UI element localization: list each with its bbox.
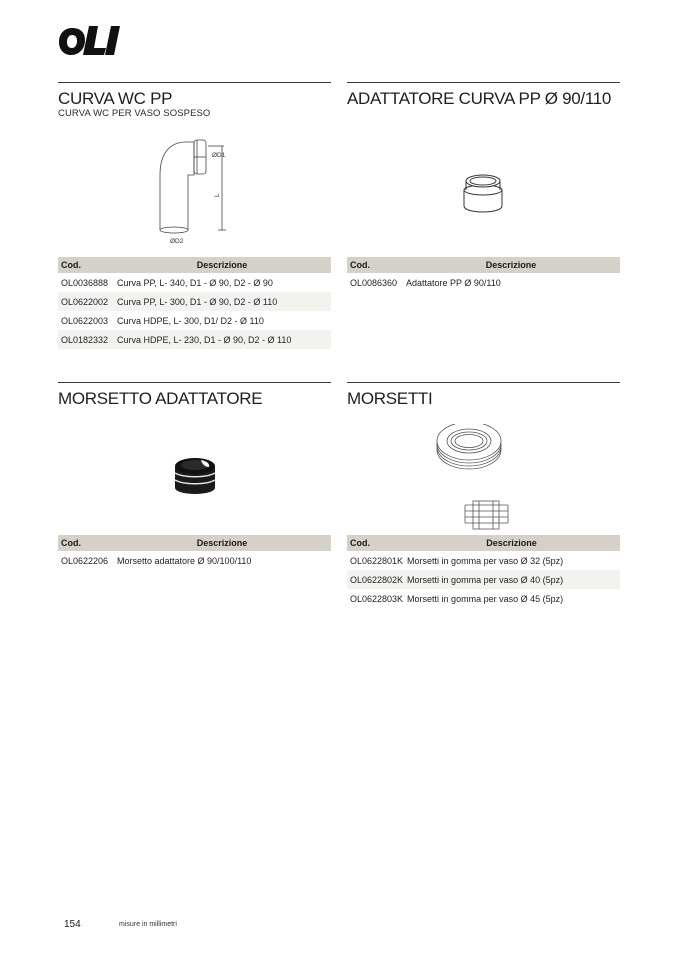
product-description: Curva PP, L- 340, D1 - Ø 90, D2 - Ø 90 (117, 277, 273, 288)
table-row (58, 273, 331, 292)
column-header-code: Cod. (58, 257, 113, 273)
morsetti-drawing (433, 424, 513, 532)
table-header (58, 535, 331, 551)
section-title: CURVA WC PP (58, 89, 173, 108)
product-code: OL0622801K (350, 555, 404, 566)
table-row (347, 570, 620, 589)
product-code: OL0622803K (350, 593, 404, 604)
oli-logo (58, 24, 128, 58)
section-divider (347, 382, 620, 383)
column-header-code: Cod. (347, 535, 403, 551)
column-header-description: Descrizione (403, 535, 620, 551)
product-code: OL0622003 (61, 315, 109, 326)
product-code: OL0086360 (350, 277, 398, 288)
product-description: Curva HDPE, L- 230, D1 - Ø 90, D2 - Ø 110 (113, 330, 331, 349)
curva-wc-drawing (150, 137, 242, 249)
column-header-code: Cod. (347, 257, 402, 273)
section-divider (58, 82, 331, 83)
table-row (58, 311, 331, 330)
product-description: Morsetti in gomma per vaso Ø 32 (5pz) (407, 555, 564, 566)
product-table (58, 257, 331, 349)
product-description: Adattatore PP Ø 90/110 (406, 277, 501, 288)
section-title: MORSETTO ADATTATORE (58, 389, 263, 408)
dimension-d2: ØD2 (170, 238, 184, 245)
column-header-code: Cod. (58, 535, 113, 551)
product-description: Morsetti in gomma per vaso Ø 45 (5pz) (407, 593, 564, 604)
section-morsetto-adattatore (58, 382, 331, 582)
section-curva-wc-pp (58, 82, 331, 352)
table-row (347, 551, 620, 570)
table-row (58, 551, 331, 570)
table-row (347, 273, 620, 292)
product-description: Curva HDPE, L- 300, D1/ D2 - Ø 110 (117, 315, 264, 326)
table-row (58, 330, 331, 349)
column-header-description: Descrizione (402, 257, 620, 273)
table-header (58, 257, 331, 273)
product-code: OL0622206 (61, 555, 109, 566)
section-title: ADATTATORE CURVA PP Ø 90/110 (347, 89, 612, 108)
table-row (347, 589, 620, 608)
product-table (347, 535, 620, 608)
dimension-l: L (214, 193, 221, 197)
product-code: OL0182332 (58, 330, 113, 349)
section-divider (58, 382, 331, 383)
product-description: Curva PP, L- 300, D1 - Ø 90, D2 - Ø 110 (113, 292, 331, 311)
table-header (347, 535, 620, 551)
product-description: Morsetti in gomma per vaso Ø 40 (5pz) (403, 570, 620, 589)
section-adattatore-curva (347, 82, 620, 312)
section-divider (347, 82, 620, 83)
morsetto-drawing (174, 456, 216, 496)
product-code: OL0622802K (347, 570, 403, 589)
table-row (58, 292, 331, 311)
section-title: MORSETTI (347, 389, 433, 408)
section-subtitle: CURVA WC PER VASO SOSPESO (58, 108, 211, 119)
column-header-description: Descrizione (113, 535, 331, 551)
product-table (347, 257, 620, 292)
adattatore-drawing (459, 170, 507, 216)
dimension-d1: ØD1 (212, 152, 226, 159)
product-code: OL0036888 (61, 277, 109, 288)
table-header (347, 257, 620, 273)
page-number: 154 (64, 919, 81, 930)
column-header-description: Descrizione (113, 257, 331, 273)
footer-note: misure in millimetri (119, 921, 177, 928)
product-code: OL0622002 (58, 292, 113, 311)
section-morsetti (347, 382, 620, 622)
product-table (58, 535, 331, 570)
product-description: Morsetto adattatore Ø 90/100/110 (117, 555, 252, 566)
